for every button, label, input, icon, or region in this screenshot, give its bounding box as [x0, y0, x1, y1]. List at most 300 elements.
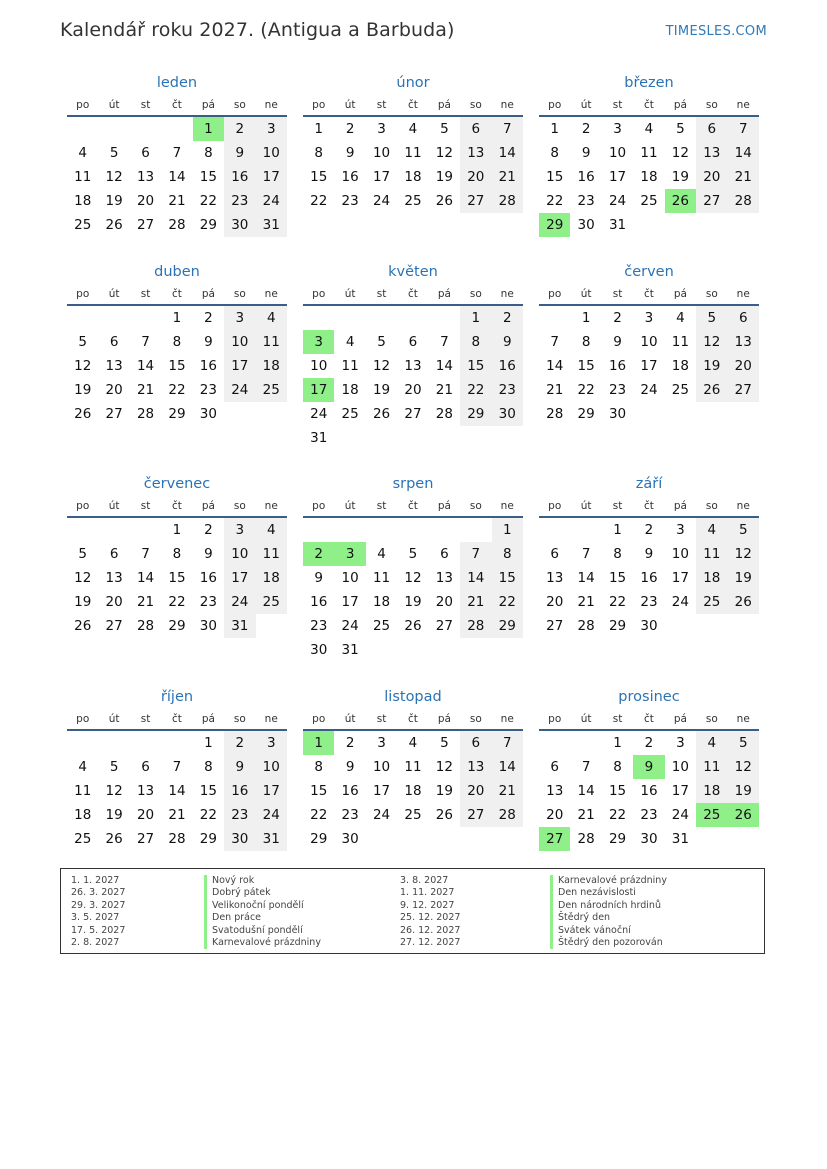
- day-cell: 14: [577, 783, 595, 799]
- legend-date: 25. 12. 2027: [400, 912, 461, 924]
- weekday-label: ne: [264, 288, 278, 300]
- day-cell: 24: [372, 193, 391, 209]
- day-cell: 23: [224, 189, 255, 213]
- empty-cell: [98, 117, 129, 141]
- month-září: [539, 472, 759, 638]
- day-cell: 13: [696, 141, 727, 165]
- day-cell: 6: [109, 546, 119, 562]
- day-cell: 28: [168, 831, 186, 847]
- day-cell: 8: [581, 334, 591, 350]
- day-cell: 18: [372, 594, 391, 610]
- day-cell: 2: [644, 735, 654, 751]
- day-cell: 25: [404, 193, 422, 209]
- weekday-label: so: [705, 713, 718, 725]
- day-cell: 14: [577, 570, 595, 586]
- day-cell: 16: [640, 783, 658, 799]
- day-cell: 17: [224, 566, 255, 590]
- day-cell: 24: [310, 406, 328, 422]
- day-cell: 17: [608, 169, 627, 185]
- day-cell: 19: [728, 566, 759, 590]
- legend-holiday-name: Dobrý pátek: [204, 887, 321, 899]
- day-cell: 8: [314, 759, 323, 775]
- day-cell: 22: [310, 193, 328, 209]
- empty-cell: [98, 306, 129, 330]
- day-cell: 2: [345, 121, 355, 137]
- day-cell: 20: [105, 382, 123, 398]
- empty-cell: [67, 306, 98, 330]
- holiday-day-cell: 27: [539, 827, 570, 851]
- day-cell: 6: [408, 334, 418, 350]
- legend-holiday-name: Den práce: [204, 912, 321, 924]
- weekday-label: ne: [736, 500, 750, 512]
- weekday-label: pá: [201, 500, 215, 512]
- day-cell: 17: [671, 570, 689, 586]
- day-cell: 1: [492, 518, 523, 542]
- day-cell: 21: [460, 590, 491, 614]
- day-cell: 15: [168, 570, 186, 586]
- day-cell: 1: [314, 121, 323, 137]
- day-cell: 8: [613, 546, 622, 562]
- weekday-label: út: [344, 99, 356, 111]
- day-grid: [539, 731, 759, 851]
- weekday-label: so: [705, 500, 718, 512]
- day-cell: 20: [435, 594, 453, 610]
- day-cell: 17: [256, 779, 287, 803]
- weekday-label: pá: [673, 99, 687, 111]
- day-cell: 12: [404, 570, 422, 586]
- day-cell: 10: [224, 542, 255, 566]
- day-cell: 6: [696, 117, 727, 141]
- day-cell: 23: [640, 807, 658, 823]
- day-cell: 15: [460, 354, 491, 378]
- day-cell: 22: [168, 594, 186, 610]
- day-cell: 15: [608, 783, 627, 799]
- empty-cell: [67, 731, 98, 755]
- legend-holiday-name: Velikonoční pondělí: [204, 900, 321, 912]
- day-cell: 17: [671, 783, 689, 799]
- day-cell: 11: [696, 755, 727, 779]
- day-cell: 28: [577, 831, 595, 847]
- legend-date: 17. 5. 2027: [71, 924, 126, 936]
- day-cell: 25: [372, 618, 391, 634]
- day-cell: 23: [341, 193, 359, 209]
- legend-date: 1. 11. 2027: [400, 887, 455, 899]
- day-cell: 2: [613, 310, 622, 326]
- day-cell: 4: [377, 546, 386, 562]
- day-cell: 24: [224, 590, 255, 614]
- day-cell: 9: [314, 570, 323, 586]
- day-cell: 12: [435, 759, 453, 775]
- day-cell: 25: [256, 590, 287, 614]
- day-cell: 11: [671, 334, 689, 350]
- day-cell: 25: [74, 831, 92, 847]
- day-cell: 30: [199, 406, 217, 422]
- weekday-label: st: [140, 500, 151, 512]
- weekday-label: čt: [172, 500, 182, 512]
- day-cell: 28: [136, 618, 155, 634]
- day-cell: 26: [74, 618, 92, 634]
- weekday-label: ne: [500, 288, 514, 300]
- day-cell: 12: [435, 145, 453, 161]
- empty-cell: [98, 518, 129, 542]
- legend-date: 27. 12. 2027: [400, 936, 461, 948]
- day-cell: 30: [341, 831, 359, 847]
- day-cell: 13: [136, 169, 155, 185]
- month-duben: [67, 260, 287, 426]
- empty-cell: [67, 518, 98, 542]
- day-cell: 29: [168, 618, 186, 634]
- day-cell: 27: [696, 189, 727, 213]
- day-cell: 29: [608, 831, 627, 847]
- day-cell: 18: [640, 169, 658, 185]
- month-name: srpen: [392, 476, 434, 492]
- day-cell: 26: [435, 193, 453, 209]
- weekday-label: po: [548, 713, 562, 725]
- weekday-label: so: [233, 500, 246, 512]
- day-cell: 12: [74, 570, 92, 586]
- day-cell: 10: [310, 358, 328, 374]
- empty-cell: [429, 306, 460, 330]
- empty-cell: [570, 731, 601, 755]
- day-cell: 2: [581, 121, 591, 137]
- weekday-label: po: [312, 500, 326, 512]
- day-cell: 22: [310, 807, 328, 823]
- day-cell: 15: [168, 358, 186, 374]
- day-cell: 15: [310, 169, 328, 185]
- weekday-label: čt: [644, 500, 654, 512]
- weekday-label: st: [140, 288, 151, 300]
- empty-cell: [161, 117, 192, 141]
- weekday-label: ne: [736, 99, 750, 111]
- holiday-day-cell: 1: [193, 117, 224, 141]
- weekday-label: pá: [673, 713, 687, 725]
- empty-cell: [98, 731, 129, 755]
- day-cell: 16: [224, 165, 255, 189]
- weekday-label: st: [376, 99, 387, 111]
- day-cell: 12: [105, 783, 123, 799]
- month-name: říjen: [160, 689, 194, 705]
- weekday-label: pá: [437, 288, 451, 300]
- day-cell: 17: [640, 358, 658, 374]
- day-cell: 6: [460, 731, 491, 755]
- day-cell: 15: [546, 169, 564, 185]
- day-cell: 21: [546, 382, 564, 398]
- day-cell: 9: [492, 330, 523, 354]
- weekday-label: so: [705, 99, 718, 111]
- day-cell: 28: [577, 618, 595, 634]
- legend-names-left: [204, 875, 321, 949]
- weekday-label: út: [108, 99, 120, 111]
- day-cell: 27: [728, 378, 759, 402]
- weekday-label: po: [76, 713, 90, 725]
- weekday-label: st: [376, 288, 387, 300]
- day-cell: 25: [404, 807, 422, 823]
- month-name: květen: [388, 264, 438, 280]
- day-cell: 12: [728, 542, 759, 566]
- weekday-label: čt: [172, 288, 182, 300]
- day-grid: [67, 731, 287, 851]
- empty-cell: [130, 117, 161, 141]
- day-cell: 7: [141, 546, 150, 562]
- day-cell: 8: [492, 542, 523, 566]
- day-cell: 21: [435, 382, 453, 398]
- day-cell: 14: [168, 169, 186, 185]
- day-cell: 30: [224, 827, 255, 851]
- day-cell: 17: [372, 169, 391, 185]
- weekday-header: [303, 284, 523, 306]
- weekday-label: so: [233, 99, 246, 111]
- weekday-label: po: [548, 99, 562, 111]
- day-cell: 3: [644, 310, 654, 326]
- day-cell: 14: [492, 755, 523, 779]
- weekday-label: čt: [408, 99, 418, 111]
- day-cell: 20: [696, 165, 727, 189]
- day-cell: 15: [199, 169, 217, 185]
- empty-cell: [539, 518, 570, 542]
- weekday-label: st: [612, 713, 623, 725]
- day-cell: 29: [608, 618, 627, 634]
- day-grid: [67, 117, 287, 237]
- brand-link[interactable]: TIMESLES.COM: [665, 24, 767, 39]
- day-cell: 27: [105, 406, 123, 422]
- day-cell: 17: [224, 354, 255, 378]
- weekday-label: ne: [500, 713, 514, 725]
- holiday-day-cell: 29: [539, 213, 570, 237]
- day-cell: 10: [671, 546, 689, 562]
- day-cell: 13: [105, 570, 123, 586]
- day-cell: 18: [74, 193, 92, 209]
- day-cell: 12: [74, 358, 92, 374]
- day-cell: 21: [577, 807, 595, 823]
- day-cell: 9: [613, 334, 622, 350]
- month-listopad: [303, 685, 523, 851]
- day-cell: 25: [256, 378, 287, 402]
- day-cell: 9: [224, 755, 255, 779]
- weekday-label: pá: [437, 713, 451, 725]
- weekday-label: ne: [736, 713, 750, 725]
- day-cell: 9: [204, 546, 213, 562]
- weekday-header: [67, 95, 287, 117]
- day-cell: 6: [728, 306, 759, 330]
- day-grid: [67, 306, 287, 426]
- day-grid: [303, 731, 523, 851]
- day-cell: 18: [404, 783, 422, 799]
- day-cell: 13: [136, 783, 155, 799]
- day-cell: 3: [224, 518, 255, 542]
- weekday-label: pá: [437, 99, 451, 111]
- day-cell: 24: [671, 807, 689, 823]
- day-cell: 18: [74, 807, 92, 823]
- day-cell: 10: [671, 759, 689, 775]
- day-cell: 31: [224, 614, 255, 638]
- day-cell: 11: [696, 542, 727, 566]
- day-cell: 10: [372, 759, 391, 775]
- weekday-label: út: [108, 500, 120, 512]
- legend-holiday-name: Štědrý den: [550, 912, 667, 924]
- day-cell: 29: [460, 402, 491, 426]
- day-cell: 3: [256, 731, 287, 755]
- day-cell: 29: [199, 831, 217, 847]
- weekday-label: čt: [408, 288, 418, 300]
- day-cell: 26: [728, 590, 759, 614]
- empty-cell: [366, 306, 397, 330]
- day-cell: 29: [199, 217, 217, 233]
- weekday-label: st: [140, 713, 151, 725]
- month-name: leden: [156, 75, 198, 91]
- day-cell: 22: [199, 193, 217, 209]
- weekday-label: út: [344, 288, 356, 300]
- day-cell: 2: [204, 310, 213, 326]
- day-cell: 13: [404, 358, 422, 374]
- day-cell: 1: [204, 735, 213, 751]
- weekday-label: út: [344, 500, 356, 512]
- day-cell: 14: [728, 141, 759, 165]
- day-cell: 5: [78, 546, 87, 562]
- day-cell: 16: [199, 358, 217, 374]
- day-cell: 28: [136, 406, 155, 422]
- day-cell: 27: [460, 189, 491, 213]
- legend-holiday-name: Karnevalové prázdniny: [204, 937, 321, 949]
- weekday-label: po: [312, 99, 326, 111]
- day-cell: 20: [546, 807, 564, 823]
- weekday-label: út: [344, 713, 356, 725]
- month-leden: [67, 71, 287, 237]
- day-cell: 24: [341, 618, 359, 634]
- day-cell: 4: [408, 735, 418, 751]
- day-cell: 5: [109, 759, 119, 775]
- day-cell: 7: [492, 117, 523, 141]
- legend-dates-left: [71, 875, 125, 949]
- weekday-label: so: [469, 713, 482, 725]
- day-cell: 1: [172, 522, 182, 538]
- day-cell: 19: [404, 594, 422, 610]
- day-cell: 21: [168, 807, 186, 823]
- weekday-label: út: [580, 500, 592, 512]
- day-cell: 1: [460, 306, 491, 330]
- day-cell: 9: [644, 546, 654, 562]
- weekday-label: čt: [172, 713, 182, 725]
- day-cell: 4: [696, 731, 727, 755]
- day-cell: 16: [341, 169, 359, 185]
- day-cell: 30: [640, 618, 658, 634]
- weekday-label: po: [76, 288, 90, 300]
- day-cell: 28: [168, 217, 186, 233]
- day-cell: 20: [105, 594, 123, 610]
- day-cell: 5: [109, 145, 119, 161]
- weekday-label: po: [312, 713, 326, 725]
- legend-date: 9. 12. 2027: [400, 899, 455, 911]
- legend-date: 26. 12. 2027: [400, 924, 461, 936]
- weekday-label: so: [233, 288, 246, 300]
- empty-cell: [570, 518, 601, 542]
- legend-date: 29. 3. 2027: [71, 899, 126, 911]
- day-cell: 6: [550, 546, 559, 562]
- day-grid: [539, 117, 759, 237]
- day-cell: 20: [136, 807, 155, 823]
- day-cell: 10: [224, 330, 255, 354]
- day-cell: 3: [377, 121, 386, 137]
- day-cell: 22: [577, 382, 595, 398]
- day-cell: 22: [608, 807, 627, 823]
- day-cell: 11: [404, 145, 422, 161]
- weekday-header: [303, 709, 523, 731]
- day-cell: 22: [492, 590, 523, 614]
- day-cell: 19: [74, 594, 92, 610]
- day-cell: 14: [546, 358, 564, 374]
- day-cell: 7: [172, 759, 182, 775]
- day-cell: 11: [640, 145, 658, 161]
- day-cell: 6: [550, 759, 559, 775]
- day-cell: 10: [341, 570, 359, 586]
- day-cell: 21: [577, 594, 595, 610]
- day-cell: 23: [608, 382, 627, 398]
- day-cell: 5: [440, 121, 449, 137]
- day-cell: 12: [696, 330, 727, 354]
- weekday-label: út: [580, 99, 592, 111]
- day-cell: 5: [377, 334, 386, 350]
- day-cell: 24: [372, 807, 391, 823]
- day-cell: 8: [172, 546, 182, 562]
- weekday-label: pá: [201, 99, 215, 111]
- holiday-day-cell: 25: [696, 803, 727, 827]
- day-cell: 14: [492, 141, 523, 165]
- weekday-label: pá: [437, 500, 451, 512]
- weekday-label: po: [76, 99, 90, 111]
- weekday-label: ne: [264, 713, 278, 725]
- month-červenec: [67, 472, 287, 638]
- day-cell: 30: [640, 831, 658, 847]
- month-říjen: [67, 685, 287, 851]
- day-cell: 14: [136, 570, 155, 586]
- day-cell: 27: [404, 406, 422, 422]
- day-cell: 10: [608, 145, 627, 161]
- day-cell: 10: [256, 755, 287, 779]
- day-cell: 29: [577, 406, 595, 422]
- weekday-label: ne: [500, 99, 514, 111]
- day-cell: 16: [492, 354, 523, 378]
- day-cell: 26: [435, 807, 453, 823]
- day-cell: 4: [345, 334, 355, 350]
- day-cell: 13: [460, 755, 491, 779]
- day-cell: 22: [168, 382, 186, 398]
- day-cell: 11: [74, 783, 92, 799]
- day-cell: 26: [105, 217, 123, 233]
- day-cell: 5: [676, 121, 685, 137]
- day-cell: 21: [492, 165, 523, 189]
- day-cell: 4: [644, 121, 654, 137]
- day-cell: 1: [550, 121, 559, 137]
- day-cell: 21: [728, 165, 759, 189]
- day-cell: 5: [728, 518, 759, 542]
- weekday-label: so: [469, 99, 482, 111]
- empty-cell: [397, 306, 428, 330]
- holiday-day-cell: 3: [334, 542, 365, 566]
- day-cell: 22: [608, 594, 627, 610]
- day-cell: 12: [728, 755, 759, 779]
- empty-cell: [161, 731, 192, 755]
- weekday-header: [67, 284, 287, 306]
- day-cell: 27: [546, 618, 564, 634]
- day-cell: 4: [408, 121, 418, 137]
- day-cell: 3: [377, 735, 386, 751]
- weekday-label: so: [233, 713, 246, 725]
- day-cell: 9: [204, 334, 213, 350]
- day-cell: 6: [440, 546, 449, 562]
- day-cell: 19: [105, 807, 123, 823]
- day-cell: 22: [546, 193, 564, 209]
- day-cell: 8: [613, 759, 622, 775]
- month-únor: [303, 71, 523, 213]
